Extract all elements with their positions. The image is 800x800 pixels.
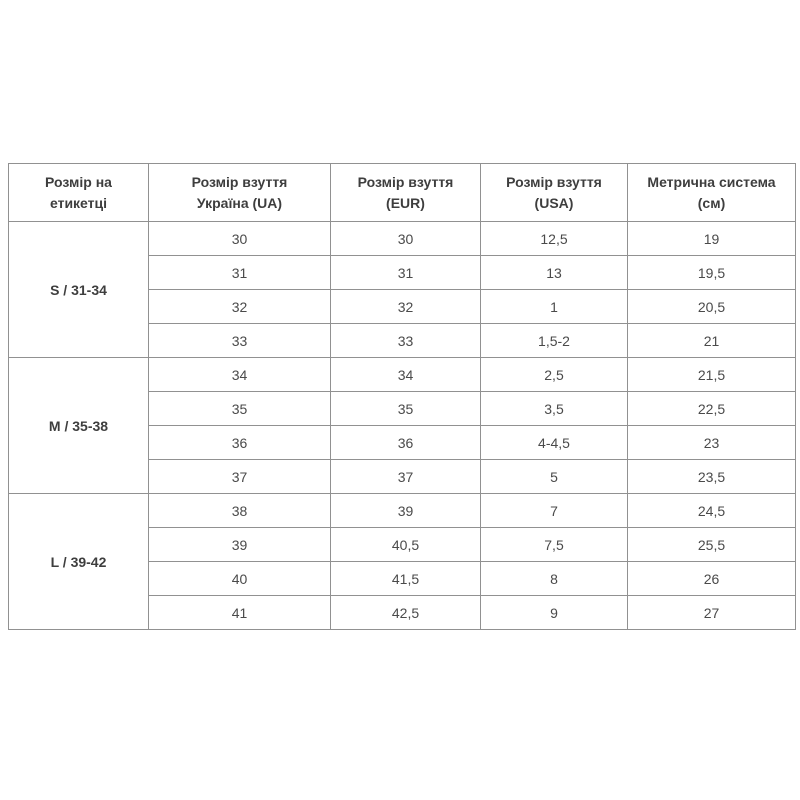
group-label-s: S / 31-34 — [9, 222, 149, 358]
header-line: Розмір на — [45, 174, 112, 191]
shoe-size-table — [8, 163, 796, 630]
group-label-l: L / 39-42 — [9, 494, 149, 630]
header-size-usa — [481, 164, 628, 222]
table-header — [9, 164, 796, 222]
table-cell: 25,5 — [628, 528, 796, 562]
header-line: етикетці — [49, 194, 108, 211]
table-row — [9, 358, 796, 392]
table-cell: 35 — [331, 392, 481, 426]
table-row — [9, 222, 796, 256]
table-cell: 19,5 — [628, 256, 796, 290]
header-line: (см) — [697, 194, 726, 211]
table-cell: 40 — [149, 562, 331, 596]
table-cell: 27 — [628, 596, 796, 630]
header-size-on-label — [9, 164, 149, 222]
header-size-ua — [149, 164, 331, 222]
table-cell: 34 — [149, 358, 331, 392]
table-cell: 31 — [149, 256, 331, 290]
table-cell: 8 — [481, 562, 628, 596]
table-cell: 40,5 — [331, 528, 481, 562]
table-cell: 23,5 — [628, 460, 796, 494]
table-cell: 37 — [149, 460, 331, 494]
table-cell: 41 — [149, 596, 331, 630]
table-cell: 39 — [149, 528, 331, 562]
header-line: Розмір взуття — [191, 174, 288, 191]
table-cell: 32 — [331, 290, 481, 324]
table-cell: 5 — [481, 460, 628, 494]
header-line: Україна (UA) — [196, 194, 283, 211]
table-cell: 23 — [628, 426, 796, 460]
table-cell: 30 — [149, 222, 331, 256]
table-cell: 9 — [481, 596, 628, 630]
table-cell: 39 — [331, 494, 481, 528]
table-cell: 13 — [481, 256, 628, 290]
table-cell: 3,5 — [481, 392, 628, 426]
header-line: Розмір взуття — [357, 174, 454, 191]
table-cell: 12,5 — [481, 222, 628, 256]
table-cell: 36 — [331, 426, 481, 460]
table-body — [9, 222, 796, 630]
header-row — [9, 164, 796, 222]
table-cell: 30 — [331, 222, 481, 256]
table-cell: 33 — [331, 324, 481, 358]
table-row — [9, 494, 796, 528]
table-cell: 42,5 — [331, 596, 481, 630]
table-cell: 21 — [628, 324, 796, 358]
table-cell: 31 — [331, 256, 481, 290]
table-cell: 35 — [149, 392, 331, 426]
group-label-m: M / 35-38 — [9, 358, 149, 494]
table-cell: 33 — [149, 324, 331, 358]
size-chart-container — [8, 163, 796, 630]
table-cell: 1,5-2 — [481, 324, 628, 358]
table-cell: 24,5 — [628, 494, 796, 528]
header-size-eur — [331, 164, 481, 222]
table-cell: 41,5 — [331, 562, 481, 596]
table-cell: 32 — [149, 290, 331, 324]
table-cell: 1 — [481, 290, 628, 324]
table-cell: 38 — [149, 494, 331, 528]
table-cell: 4-4,5 — [481, 426, 628, 460]
table-cell: 36 — [149, 426, 331, 460]
table-cell: 7 — [481, 494, 628, 528]
table-cell: 34 — [331, 358, 481, 392]
table-cell: 21,5 — [628, 358, 796, 392]
table-cell: 26 — [628, 562, 796, 596]
table-cell: 7,5 — [481, 528, 628, 562]
table-cell: 19 — [628, 222, 796, 256]
header-line: (USA) — [534, 194, 574, 211]
table-cell: 20,5 — [628, 290, 796, 324]
table-cell: 22,5 — [628, 392, 796, 426]
header-line: Метрична система — [647, 174, 776, 191]
table-cell: 37 — [331, 460, 481, 494]
header-line: Розмір взуття — [506, 174, 602, 191]
table-cell: 2,5 — [481, 358, 628, 392]
header-line: (EUR) — [386, 194, 425, 211]
header-metric-cm — [628, 164, 796, 222]
